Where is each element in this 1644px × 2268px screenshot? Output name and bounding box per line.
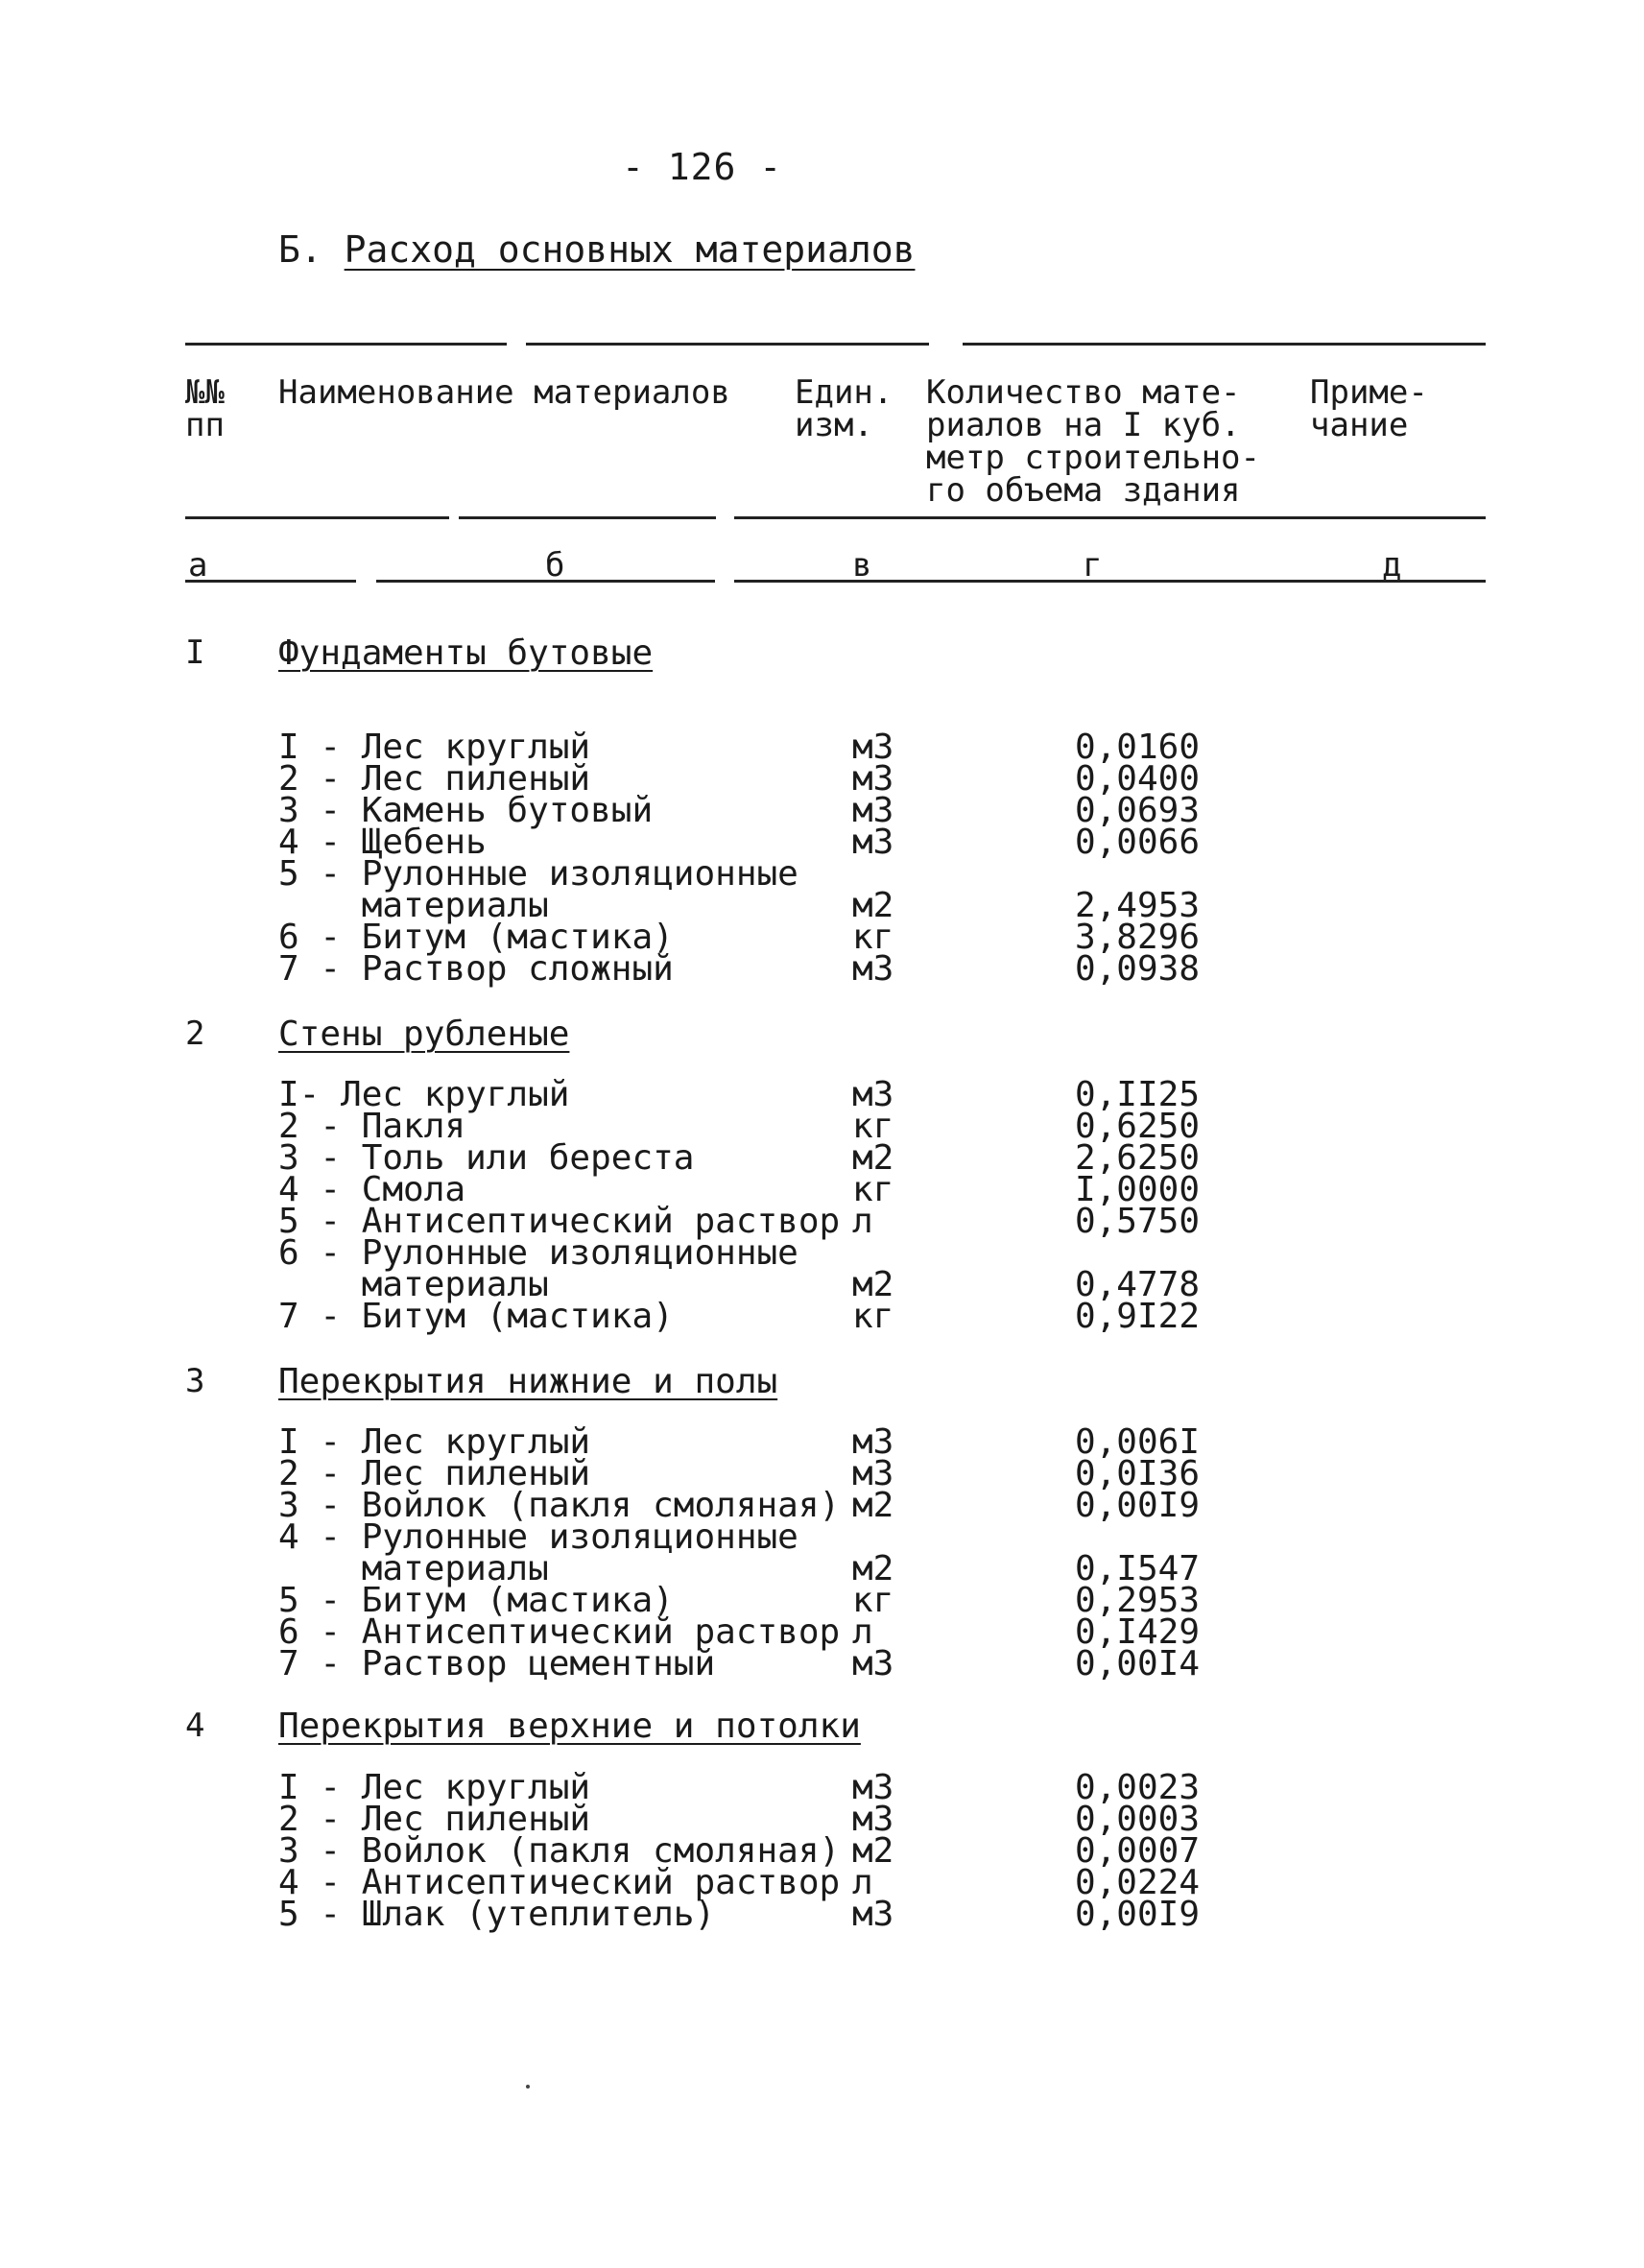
- material-row: [0, 949, 1644, 989]
- material-name: 3 - Камень бутовый: [278, 791, 654, 830]
- material-quantity: 0,00I9: [1074, 1486, 1200, 1525]
- material-unit: м2: [852, 1831, 894, 1871]
- material-row: [0, 1138, 1644, 1178]
- material-unit: м3: [852, 1075, 894, 1114]
- header-note: Приме- чание: [1310, 373, 1428, 444]
- material-quantity: 0,I429: [1074, 1612, 1200, 1652]
- material-unit: кг: [852, 1581, 894, 1620]
- material-row: [0, 886, 1644, 925]
- material-unit: м3: [852, 728, 894, 767]
- group-number: 4: [185, 1707, 205, 1745]
- material-row: [0, 823, 1644, 862]
- material-unit: м2: [852, 1486, 894, 1525]
- material-row: [0, 1202, 1644, 1241]
- material-unit: м3: [852, 1454, 894, 1493]
- group-title: Стены рубленые: [278, 1015, 570, 1054]
- material-row: [0, 791, 1644, 830]
- material-name: 2 - Лес пиленый: [278, 1800, 591, 1839]
- material-name: I- Лес круглый: [278, 1075, 570, 1114]
- column-letter-g: г: [1083, 546, 1103, 585]
- material-unit: м3: [852, 1644, 894, 1683]
- column-letter-d: д: [1382, 546, 1402, 585]
- material-name: 2 - Лес пиленый: [278, 1454, 591, 1493]
- column-letter-v: в: [852, 546, 872, 585]
- material-name: 3 - Толь или береста: [278, 1138, 695, 1178]
- letters-rule: [376, 580, 715, 583]
- material-name: I - Лес круглый: [278, 1768, 591, 1807]
- header-bottom-rule: [459, 516, 716, 519]
- material-name: 7 - Раствор сложный: [278, 949, 674, 989]
- material-row: [0, 759, 1644, 799]
- material-quantity: 0,006I: [1074, 1422, 1200, 1462]
- column-letter-b: б: [545, 546, 565, 585]
- material-name: 7 - Битум (мастика): [278, 1297, 674, 1336]
- material-name: материалы: [278, 1549, 549, 1588]
- header-unit: Един. изм.: [795, 373, 893, 444]
- material-quantity: 0,0938: [1074, 949, 1200, 989]
- material-name: 3 - Войлок (пакля смоляная): [278, 1486, 841, 1525]
- letters-rule: [185, 580, 356, 583]
- material-name: I - Лес круглый: [278, 728, 591, 767]
- material-unit: м2: [852, 1549, 894, 1588]
- header-top-rule: [963, 343, 1486, 346]
- material-name: материалы: [278, 1265, 549, 1304]
- material-row: [0, 854, 1644, 894]
- material-row: [0, 1486, 1644, 1525]
- header-top-rule: [526, 343, 929, 346]
- material-quantity: 0,0693: [1074, 791, 1200, 830]
- material-quantity: 0,0007: [1074, 1831, 1200, 1871]
- material-unit: м3: [852, 949, 894, 989]
- material-name: 4 - Щебень: [278, 823, 487, 862]
- material-quantity: 0,00I4: [1074, 1644, 1200, 1683]
- material-quantity: 0,0003: [1074, 1800, 1200, 1839]
- material-name: 5 - Шлак (утеплитель): [278, 1895, 716, 1934]
- material-row: [0, 1644, 1644, 1683]
- material-quantity: 0,00I9: [1074, 1895, 1200, 1934]
- section-title-text: Расход основных материалов: [344, 228, 916, 271]
- material-row: [0, 1297, 1644, 1336]
- material-unit: л: [852, 1612, 873, 1652]
- material-quantity: 0,0160: [1074, 728, 1200, 767]
- material-row: [0, 728, 1644, 767]
- group-title: Фундаменты бутовые: [278, 633, 654, 673]
- material-unit: м3: [852, 1800, 894, 1839]
- group-number: 2: [185, 1015, 205, 1053]
- material-name: 5 - Рулонные изоляционные: [278, 854, 798, 894]
- material-unit: м3: [852, 823, 894, 862]
- material-name: 5 - Битум (мастика): [278, 1581, 674, 1620]
- material-quantity: 0,6250: [1074, 1107, 1200, 1146]
- material-quantity: 0,5750: [1074, 1202, 1200, 1241]
- material-row: [0, 1549, 1644, 1588]
- material-name: 4 - Антисептический раствор: [278, 1863, 841, 1902]
- material-quantity: 0,I547: [1074, 1549, 1200, 1588]
- section-prefix: Б.: [278, 228, 345, 271]
- material-row: [0, 1265, 1644, 1304]
- material-quantity: 0,0I36: [1074, 1454, 1200, 1493]
- material-unit: кг: [852, 1107, 894, 1146]
- header-number: №№ пп: [185, 373, 225, 444]
- material-name: 2 - Пакля: [278, 1107, 466, 1146]
- header-quantity: Количество мате- риалов на I куб. метр строительно- го объема здания: [926, 373, 1260, 510]
- material-row: [0, 1233, 1644, 1273]
- material-unit: м3: [852, 1895, 894, 1934]
- material-row: [0, 1612, 1644, 1652]
- header-top-rule: [185, 343, 507, 346]
- group-number: I: [185, 633, 205, 672]
- header-bottom-rule: [734, 516, 1486, 519]
- material-quantity: 3,8296: [1074, 918, 1200, 957]
- material-name: 6 - Антисептический раствор: [278, 1612, 841, 1652]
- material-quantity: 0,0400: [1074, 759, 1200, 799]
- column-letter-a: а: [188, 546, 208, 585]
- material-unit: л: [852, 1202, 873, 1241]
- material-row: [0, 1895, 1644, 1934]
- material-row: [0, 918, 1644, 957]
- material-name: I - Лес круглый: [278, 1422, 591, 1462]
- material-row: [0, 1422, 1644, 1462]
- material-unit: м3: [852, 1422, 894, 1462]
- material-quantity: 0,2953: [1074, 1581, 1200, 1620]
- material-row: [0, 1517, 1644, 1557]
- material-name: 7 - Раствор цементный: [278, 1644, 716, 1683]
- material-name: 4 - Смола: [278, 1170, 466, 1209]
- material-unit: м3: [852, 759, 894, 799]
- material-name: материалы: [278, 886, 549, 925]
- material-name: 3 - Войлок (пакля смоляная): [278, 1831, 841, 1871]
- material-quantity: 0,4778: [1074, 1265, 1200, 1304]
- section-title: [278, 228, 915, 271]
- material-name: 2 - Лес пиленый: [278, 759, 591, 799]
- material-quantity: 2,4953: [1074, 886, 1200, 925]
- material-row: [0, 1768, 1644, 1807]
- material-quantity: 0,0224: [1074, 1863, 1200, 1902]
- material-unit: м2: [852, 1265, 894, 1304]
- material-unit: кг: [852, 1170, 894, 1209]
- header-name: Наименование материалов: [278, 373, 730, 412]
- material-unit: кг: [852, 918, 894, 957]
- group-number: 3: [185, 1362, 205, 1400]
- page-number: - 126 -: [622, 146, 783, 188]
- material-name: 6 - Битум (мастика): [278, 918, 674, 957]
- material-quantity: I,0000: [1074, 1170, 1200, 1209]
- material-unit: м3: [852, 1768, 894, 1807]
- material-name: 4 - Рулонные изоляционные: [278, 1517, 798, 1557]
- material-unit: м3: [852, 791, 894, 830]
- material-unit: м2: [852, 886, 894, 925]
- material-row: [0, 1863, 1644, 1902]
- material-unit: кг: [852, 1297, 894, 1336]
- material-quantity: 0,0066: [1074, 823, 1200, 862]
- material-name: 6 - Рулонные изоляционные: [278, 1233, 798, 1273]
- material-row: [0, 1075, 1644, 1114]
- material-quantity: 0,9I22: [1074, 1297, 1200, 1336]
- header-bottom-rule: [185, 516, 449, 519]
- material-quantity: 0,II25: [1074, 1075, 1200, 1114]
- stray-dot: [526, 2085, 530, 2089]
- material-quantity: 0,0023: [1074, 1768, 1200, 1807]
- group-title: Перекрытия нижние и полы: [278, 1362, 778, 1401]
- material-unit: м2: [852, 1138, 894, 1178]
- letters-rule: [734, 580, 1486, 583]
- material-name: 5 - Антисептический раствор: [278, 1202, 841, 1241]
- material-quantity: 2,6250: [1074, 1138, 1200, 1178]
- material-unit: л: [852, 1863, 873, 1902]
- material-row: [0, 1107, 1644, 1146]
- group-title: Перекрытия верхние и потолки: [278, 1707, 861, 1746]
